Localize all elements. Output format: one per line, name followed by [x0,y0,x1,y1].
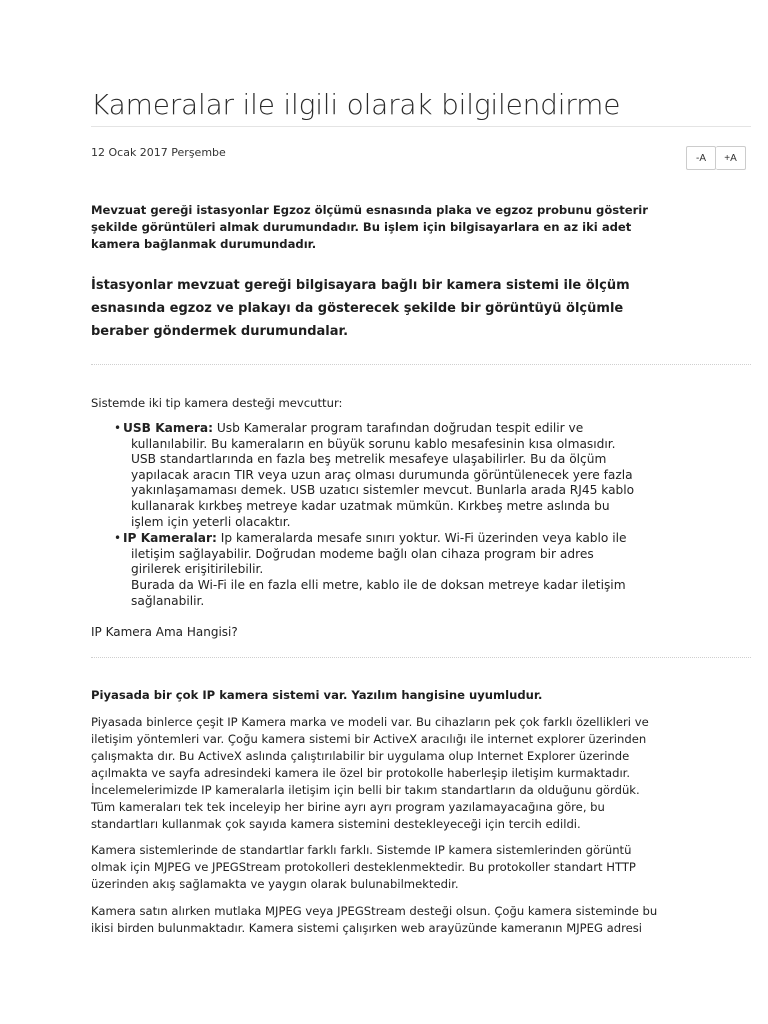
camera-types-intro: Sistemde iki tip kamera desteği mevcuttur: [91,396,343,410]
usb-camera-text: işlem için yeterli olacaktır. [131,514,291,529]
question-heading: IP Kamera Ama Hangisi? [91,625,238,639]
paragraph-line: açılmakta ve sayfa adresindeki kamera ile özel bir protokolle haberleşip iletişim kurmaktadır. [91,766,631,780]
usb-camera-text: USB standartlarında en fazla beş metrelik mesafeye ulaşabilirler. Bu da ölçüm [131,452,607,467]
bullet-icon: • [114,531,122,546]
paragraph-line: Kamera sistemlerinde de standartlar farklı farklı. Sistemde IP kamera sistemlerinden görüntü [91,843,632,857]
highlight-line: esnasında egzoz ve plakayı da gösterecek şekilde bir görüntüyü ölçümle [91,301,624,316]
usb-camera-text: kullanılabilir. Bu kameraların en büyük sorunu kablo mesafesinin kısa olmasıdır. [131,436,616,451]
ip-camera-text: iletişim sağlayabilir. Doğrudan modeme bağlı olan cihaza program bir adres [131,546,594,561]
paragraph-line: İncelemelerimizde IP kameralarla iletişim için belli bir takım standartların da olduğunu gördük. [91,783,640,797]
body-paragraph [91,842,681,893]
lead-line: kamera bağlanmak durumundadır. [91,237,317,251]
ip-camera-text: girilerek erişitirilebilir. [131,562,264,577]
paragraph-line: ikisi birden bulunmaktadır. Kamera sistemi çalışırken web arayüzünde kameranın MJPEG adresi [91,921,642,935]
highlight-paragraph [91,274,651,343]
list-item-ip-camera [101,531,691,609]
lead-line: Mevzuat gereği istasyonlar Egzoz ölçümü esnasında plaka ve egzoz probunu gösterir [91,203,649,217]
increase-font-button[interactable]: +A [716,146,746,170]
paragraph-line: Tüm kameraları tek tek inceleyip her birine ayrı ayrı program yazılamayacağına göre, bu [91,800,605,814]
section-divider [91,364,751,365]
camera-types-list [101,421,691,609]
title-divider [91,126,751,127]
decrease-font-button[interactable]: -A [686,146,716,170]
font-size-controls [686,146,746,170]
section-divider [91,657,751,658]
ip-camera-text: Ip kameralarda mesafe sınırı yoktur. Wi-Fi üzerinden veya kablo ile [220,531,627,546]
ip-camera-label: IP Kameralar: [123,531,217,546]
usb-camera-text: yapılacak aracın TIR veya uzun araç olması durumunda görüntülenecek yere fazla [131,467,633,482]
body-paragraph [91,714,681,833]
page-title: Kameralar ile ilgili olarak bilgilendirme [91,88,621,121]
article-date: 12 Ocak 2017 Perşembe [91,146,226,159]
body-paragraph [91,903,681,937]
subheading: Piyasada bir çok IP kamera sistemi var. Yazılım hangisine uyumludur. [91,688,543,702]
paragraph-line: üzerinden akış sağlamakta ve yaygın olarak bulunabilmektedir. [91,877,459,891]
paragraph-line: standartları kullanmak çok sayıda kamera sistemini destekleyeceği için tercih edildi. [91,817,581,831]
paragraph-line: çalışmakta dır. Bu ActiveX aslında çalıştırılabilir bir uygulama olup Internet Explorer üzerinde [91,749,630,763]
usb-camera-text: Usb Kameralar program tarafından doğrudan tespit edilir ve [216,421,584,435]
highlight-line: beraber göndermek durumundalar. [91,324,349,339]
paragraph-line: Piyasada binlerce çeşit IP Kamera marka ve modeli var. Bu cihazların pek çok farklı özellikleri ve [91,715,649,729]
ip-camera-text: sağlanabilir. [131,593,205,608]
paragraph-line: Kamera satın alırken mutlaka MJPEG veya JPEGStream desteği olsun. Çoğu kamera sisteminde bu [91,904,658,918]
bullet-icon: • [114,421,122,435]
list-item-usb-camera [101,421,691,530]
paragraph-line: iletişim yöntemleri var. Çoğu kamera sistemi bir ActiveX aracılığı ile internet explorer üzerinden [91,732,647,746]
highlight-line: İstasyonlar mevzuat gereği bilgisayara bağlı bir kamera sistemi ile ölçüm [91,278,630,293]
lead-line: şekilde görüntüleri almak durumundadır. Bu işlem için bilgisayarlara en az iki adet [91,220,632,234]
usb-camera-label: USB Kamera: [123,421,213,435]
paragraph-line: olmak için MJPEG ve JPEGStream protokolleri desteklenmektedir. Bu protokoller standart HTTP [91,860,636,874]
ip-camera-text: Burada da Wi-Fi ile en fazla elli metre, kablo ile de doksan metreye kadar iletişim [131,577,626,592]
lead-paragraph [91,202,651,253]
usb-camera-text: yakınlaşamaması demek. USB uzatıcı sistemler mevcut. Bunlarla arada RJ45 kablo [131,483,635,498]
usb-camera-text: kullanarak kırkbeş metreye kadar uzatmak mümkün. Kırkbeş metre aslında bu [131,498,610,513]
